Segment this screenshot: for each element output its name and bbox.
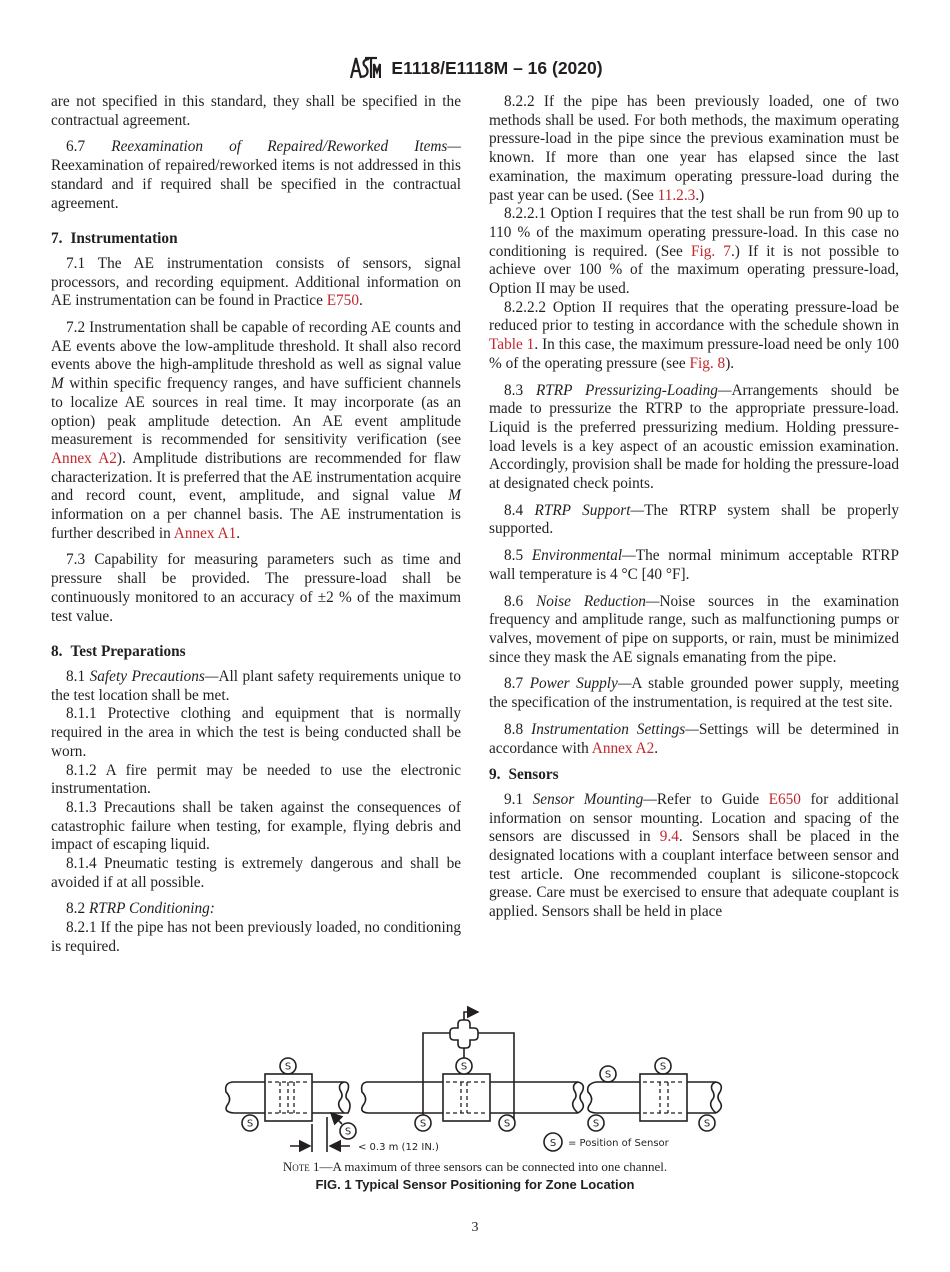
figure-caption: FIG. 1 Typical Sensor Positioning for Zone Location: [315, 1177, 635, 1192]
link-9-4[interactable]: 9.4: [659, 828, 679, 846]
sensor-icon: S: [592, 1118, 600, 1130]
right-column: [489, 93, 899, 930]
section-heading-9: 9. Sensors: [489, 766, 559, 784]
paragraph-8-7: 8.7 Power Supply—A stable grounded power supply, meeting the specification of the instrumentation, is required at the test site.: [489, 675, 899, 712]
link-annex-a2[interactable]: Annex A2: [591, 739, 655, 757]
paragraph-9-1: 9.1 Sensor Mounting—Refer to Guide E650 for additional information on sensor mounting. Location and spacing of the sensors are discussed in 9.4. Sensors shall be placed in the designated locations with a couplant interface between sensor and test article. One recommended couplant is silicone-stopcock grease. Care must be exercised to ensure that adequate couplant is applied. Sensors shall be held in place: [489, 790, 899, 921]
page-header: [0, 54, 950, 84]
paragraph-7-3: 7.3 Capability for measuring parameters such as time and pressure shall be provided. The pressure-load shall be continuously monitored to an accuracy of ±2 % of the maximum test value.: [51, 551, 461, 625]
sensor-icon: S: [503, 1118, 511, 1130]
paragraph-8-2-2: 8.2.2 If the pipe has been previously loaded, one of two methods shall be used. For both methods, the maximum operating pressure-load in the pipe since the previous examination must be known. If more than one year has elapsed since the last examination, the maximum operating pressure-load during the past year can be used. (See 11.2.3.): [489, 93, 899, 204]
link-e750[interactable]: E750: [326, 292, 359, 310]
sensor-icon: S: [460, 1061, 468, 1073]
pipe-assembly-2: [362, 1012, 584, 1131]
sensor-icon: S: [703, 1118, 711, 1130]
paragraph-6-7: 6.7 Reexamination of Repaired/Reworked Items— Reexamination of repaired/reworked items is not addressed in this standard and if required shall be specified in the contractual agreement.: [51, 138, 461, 212]
sensor-icon: S: [419, 1118, 427, 1130]
link-annex-a2[interactable]: Annex A2: [51, 449, 117, 467]
sensor-icon: S: [604, 1069, 612, 1081]
legend-sensor-glyph: S: [549, 1138, 557, 1149]
paragraph-8-2-1: 8.2.1 If the pipe has not been previously loaded, no conditioning is required.: [51, 919, 461, 955]
paragraph-8-6: 8.6 Noise Reduction—Noise sources in the examination frequency and amplitude range, such as malfunctioning pumps or valves, movement of pipe on supports, or rain, must be minimized since they mask the AE signals emanating from the pipe.: [489, 592, 899, 666]
link-11-2-3[interactable]: 11.2.3: [657, 186, 696, 204]
link-annex-a1[interactable]: Annex A1: [173, 524, 237, 542]
link-table-1[interactable]: Table 1: [489, 336, 535, 354]
paragraph-8-4: 8.4 RTRP Support—The RTRP system shall be properly supported.: [489, 501, 899, 538]
paragraph-8-2: 8.2 RTRP Conditioning:: [66, 900, 215, 918]
link-fig-8[interactable]: Fig. 8: [689, 354, 726, 372]
sensor-icon: S: [284, 1061, 292, 1073]
document-title: E1118/E1118M – 16 (2020): [391, 57, 603, 78]
section-heading-7: 7. Instrumentation: [51, 230, 178, 248]
dimension-label: < 0.3 m (12 IN.): [358, 1142, 439, 1153]
paragraph-title: Reexamination of Repaired/Reworked Items—: [111, 138, 461, 156]
paragraph-8-1-2: 8.1.2 A fire permit may be needed to use the electronic instrumentation.: [51, 761, 461, 798]
astm-logo-icon: [347, 54, 381, 82]
sensor-icon: S: [246, 1118, 254, 1130]
paragraph-8-5: 8.5 Environmental—The normal minimum acceptable RTRP wall temperature is 4 °C [40 °F].: [489, 547, 899, 583]
left-column: [51, 93, 461, 957]
paragraph-8-1: 8.1 Safety Precautions—All plant safety requirements unique to the test location shall be met.: [51, 667, 462, 704]
section-heading-8: 8. Test Preparations: [51, 643, 186, 661]
paragraph-8-1-1: 8.1.1 Protective clothing and equipment that is normally required in the area in which the test is being conducted shall be worn.: [51, 705, 462, 760]
page-number: 3: [471, 1220, 479, 1235]
figure-note: Note 1—A maximum of three sensors can be connected into one channel.: [282, 1159, 668, 1174]
link-e650[interactable]: E650: [768, 790, 801, 808]
paragraph-8-3: 8.3 RTRP Pressurizing-Loading—Arrangements should be made to pressurize the RTRP to the appropriate pressure-load. Liquid is the preferred pressurizing medium. Holding pressure-load levels is a key aspect of an acoustic emission examination. Accordingly, provision shall be made for holding the pressure-load at designated check points.: [489, 381, 899, 493]
paragraph-7-1: 7.1 The AE instrumentation consists of sensors, signal processors, and recording equipment. Additional information on AE instrumentation can be found in Practice E750.: [51, 254, 461, 310]
paragraph-8-2-2-2: 8.2.2.2 Option II requires that the operating pressure-load be reduced prior to testing in accordance with the schedule shown in Table 1. In this case, the maximum pressure-load need be only 100 % of the operating pressure (see Fig. 8).: [489, 298, 899, 372]
paragraph-continuation: are not specified in this standard, they shall be specified in the contractual agreement.: [51, 93, 461, 129]
paragraph-8-8: 8.8 Instrumentation Settings—Settings will be determined in accordance with Annex A2.: [489, 720, 899, 757]
sensor-icon: S: [344, 1126, 352, 1138]
paragraph-7-2: 7.2 Instrumentation shall be capable of recording AE counts and AE events above the low-amplitude threshold. It shall also record events above the high-amplitude threshold as well as signal value M within specific frequency ranges, and have sufficient channels to localize AE sources in real time. It may incorporate (as an option) peak amplitude detection. An AE event amplitude measurement is recommended for sensitivity verification (see Annex A2). Amplitude distributions are recommended for flaw characterization. It is preferred that the AE instrumentation acquire and record count, event, amplitude, and signal value M information on a per channel basis. The AE instrumentation is further described in Annex A1.: [51, 319, 461, 542]
link-fig-7[interactable]: Fig. 7: [690, 242, 731, 260]
paragraph-8-2-2-1: 8.2.2.1 Option I requires that the test shall be run from 90 up to 110 % of the maximum operating pressure-load. In this case no conditioning is required. (See Fig. 7.) If it is not possible to achieve over 100 % of the maximum operating pressure-load, Option II may be used.: [489, 205, 900, 298]
figure-1-diagram: [220, 1000, 740, 1160]
paragraph-8-1-4: 8.1.4 Pneumatic testing is extremely dangerous and shall be avoided if at all possible.: [51, 855, 462, 891]
sensor-icon: S: [659, 1061, 667, 1073]
legend-label: = Position of Sensor: [568, 1138, 669, 1149]
paragraph-8-1-3: 8.1.3 Precautions shall be taken against the consequences of catastrophic failure when testing, for example, flying debris and impact of escaping liquid.: [51, 798, 461, 854]
